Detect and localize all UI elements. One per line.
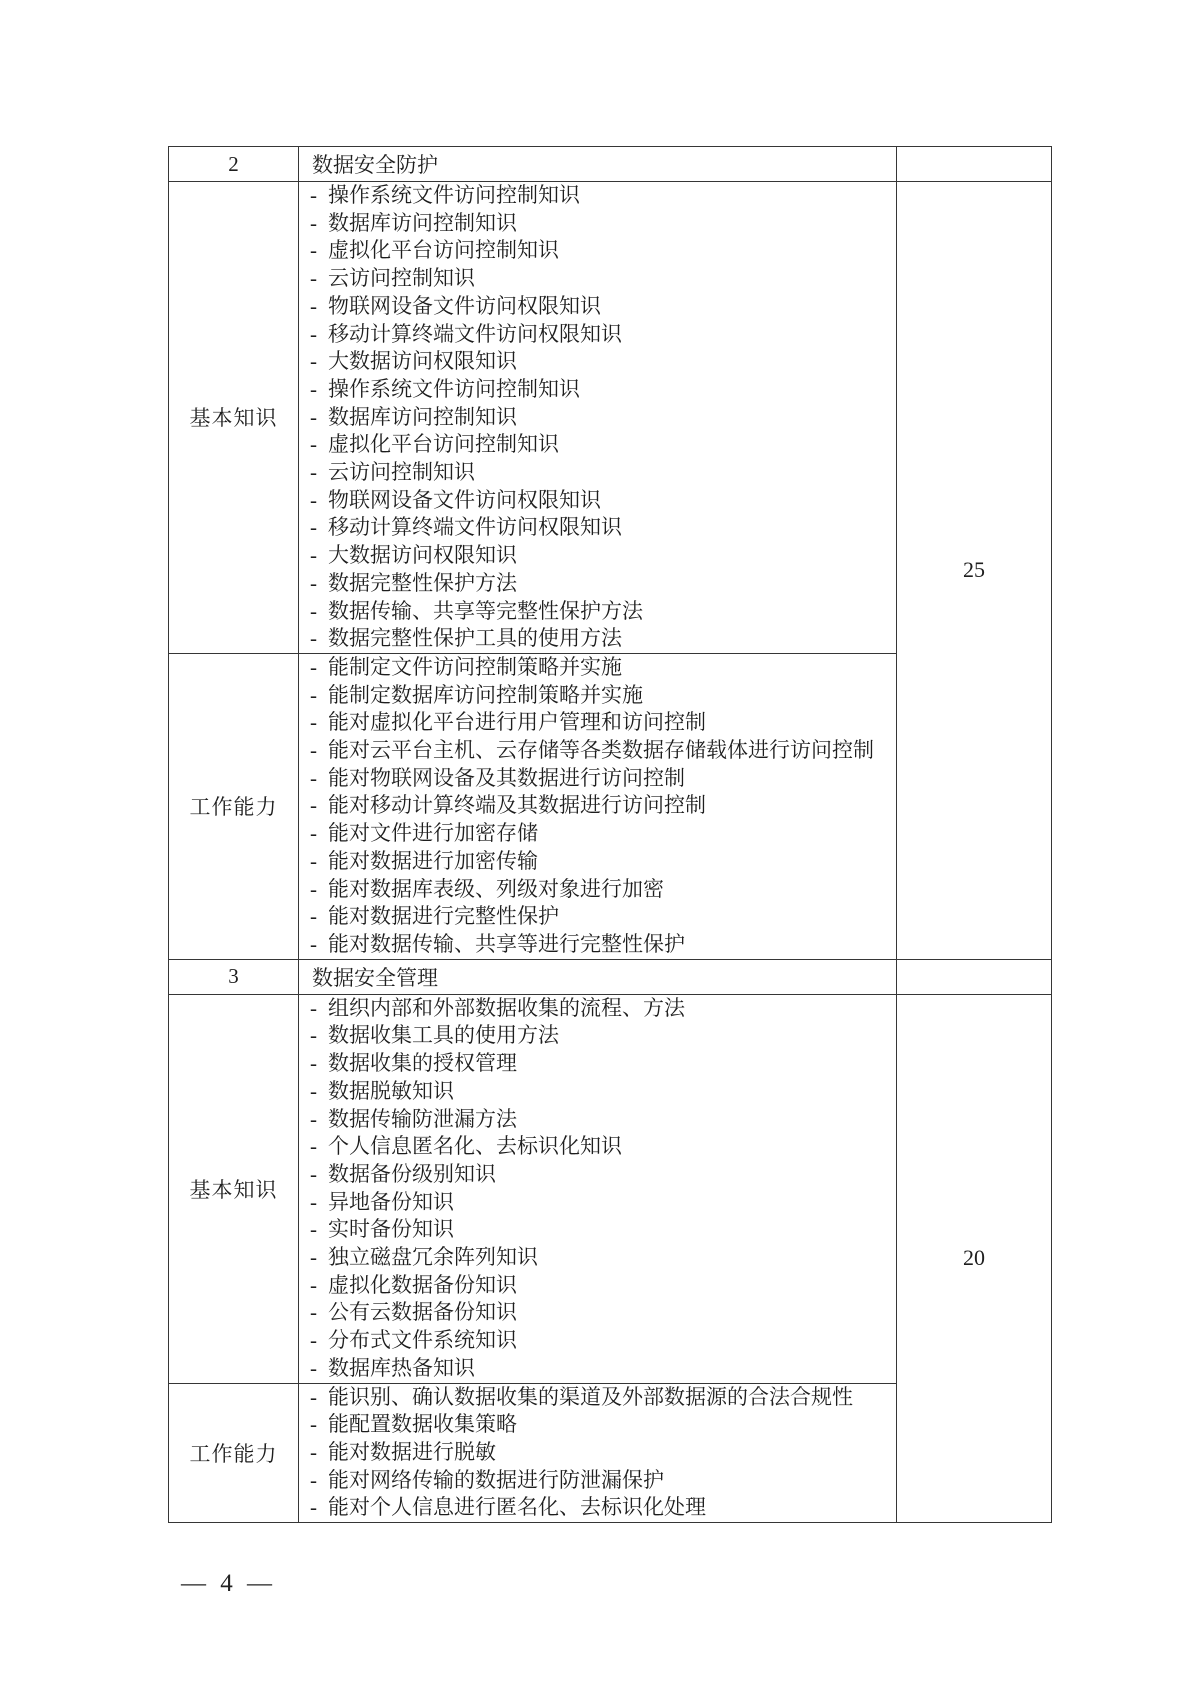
section-3-header-score-cell <box>897 959 1052 994</box>
list-item: - 操作系统文件访问控制知识 <box>310 376 874 404</box>
list-item: - 能制定文件访问控制策略并实施 <box>310 654 874 682</box>
list-item: - 数据收集的授权管理 <box>310 1050 874 1078</box>
list-item: - 数据库访问控制知识 <box>310 210 874 238</box>
list-item: - 大数据访问权限知识 <box>310 542 874 570</box>
section-3-knowledge-row <box>169 994 1052 1383</box>
list-item: - 云访问控制知识 <box>310 265 874 293</box>
list-item: - 能对文件进行加密存储 <box>310 820 874 848</box>
list-item: - 能对网络传输的数据进行防泄漏保护 <box>310 1467 874 1495</box>
list-item: - 大数据访问权限知识 <box>310 348 874 376</box>
section-3-knowledge-label: 基本知识 <box>169 994 299 1383</box>
section-2-score: 25 <box>897 182 1052 960</box>
section-3-header-row <box>169 959 1052 994</box>
section-2-knowledge-label: 基本知识 <box>169 182 299 654</box>
section-2-number: 2 <box>169 147 299 182</box>
list-item: - 能识别、确认数据收集的渠道及外部数据源的合法合规性 <box>310 1384 874 1412</box>
list-item: - 云访问控制知识 <box>310 459 874 487</box>
list-item: - 公有云数据备份知识 <box>310 1299 874 1327</box>
section-3-number: 3 <box>169 959 299 994</box>
section-3-score: 20 <box>897 994 1052 1522</box>
list-item: - 虚拟化平台访问控制知识 <box>310 431 874 459</box>
list-item: - 操作系统文件访问控制知识 <box>310 182 874 210</box>
list-item: - 能对数据进行完整性保护 <box>310 903 874 931</box>
list-item: - 移动计算终端文件访问权限知识 <box>310 321 874 349</box>
list-item: - 能对云平台主机、云存储等各类数据存储载体进行访问控制 <box>310 737 874 765</box>
list-item: - 分布式文件系统知识 <box>310 1327 874 1355</box>
competency-table <box>168 146 1052 1523</box>
list-item: - 数据完整性保护方法 <box>310 570 874 598</box>
list-item: - 数据传输防泄漏方法 <box>310 1106 874 1134</box>
list-item: - 数据脱敏知识 <box>310 1078 874 1106</box>
section-2-ability-list <box>299 653 897 959</box>
section-2-header-score-cell <box>897 147 1052 182</box>
list-item: - 能制定数据库访问控制策略并实施 <box>310 682 874 710</box>
section-3-ability-list <box>299 1383 897 1523</box>
list-item: - 虚拟化数据备份知识 <box>310 1272 874 1300</box>
list-item: - 能对虚拟化平台进行用户管理和访问控制 <box>310 709 874 737</box>
section-2-title: 数据安全防护 <box>299 147 897 182</box>
list-item: - 能对个人信息进行匿名化、去标识化处理 <box>310 1494 874 1522</box>
list-item: - 数据库热备知识 <box>310 1355 874 1383</box>
section-2-header-row <box>169 147 1052 182</box>
list-item: - 能对数据进行脱敏 <box>310 1439 874 1467</box>
list-item: - 移动计算终端文件访问权限知识 <box>310 514 874 542</box>
list-item: - 能对移动计算终端及其数据进行访问控制 <box>310 792 874 820</box>
list-item: - 异地备份知识 <box>310 1189 874 1217</box>
list-item: - 能对数据进行加密传输 <box>310 848 874 876</box>
section-2-knowledge-list <box>299 182 897 654</box>
list-item: - 虚拟化平台访问控制知识 <box>310 237 874 265</box>
list-item: - 数据传输、共享等完整性保护方法 <box>310 598 874 626</box>
list-item: - 数据收集工具的使用方法 <box>310 1022 874 1050</box>
list-item: - 能对数据传输、共享等进行完整性保护 <box>310 931 874 959</box>
list-item: - 能对物联网设备及其数据进行访问控制 <box>310 765 874 793</box>
list-item: - 物联网设备文件访问权限知识 <box>310 293 874 321</box>
section-2-ability-label: 工作能力 <box>169 653 299 959</box>
page-number: — 4 — <box>181 1570 276 1597</box>
list-item: - 数据完整性保护工具的使用方法 <box>310 625 874 653</box>
list-item: - 物联网设备文件访问权限知识 <box>310 487 874 515</box>
list-item: - 数据备份级别知识 <box>310 1161 874 1189</box>
list-item: - 能配置数据收集策略 <box>310 1411 874 1439</box>
section-3-knowledge-list <box>299 994 897 1383</box>
list-item: - 数据库访问控制知识 <box>310 404 874 432</box>
list-item: - 能对数据库表级、列级对象进行加密 <box>310 876 874 904</box>
list-item: - 组织内部和外部数据收集的流程、方法 <box>310 995 874 1023</box>
section-2-knowledge-row <box>169 182 1052 654</box>
list-item: - 个人信息匿名化、去标识化知识 <box>310 1133 874 1161</box>
list-item: - 独立磁盘冗余阵列知识 <box>310 1244 874 1272</box>
section-3-title: 数据安全管理 <box>299 959 897 994</box>
list-item: - 实时备份知识 <box>310 1216 874 1244</box>
section-3-ability-label: 工作能力 <box>169 1383 299 1523</box>
